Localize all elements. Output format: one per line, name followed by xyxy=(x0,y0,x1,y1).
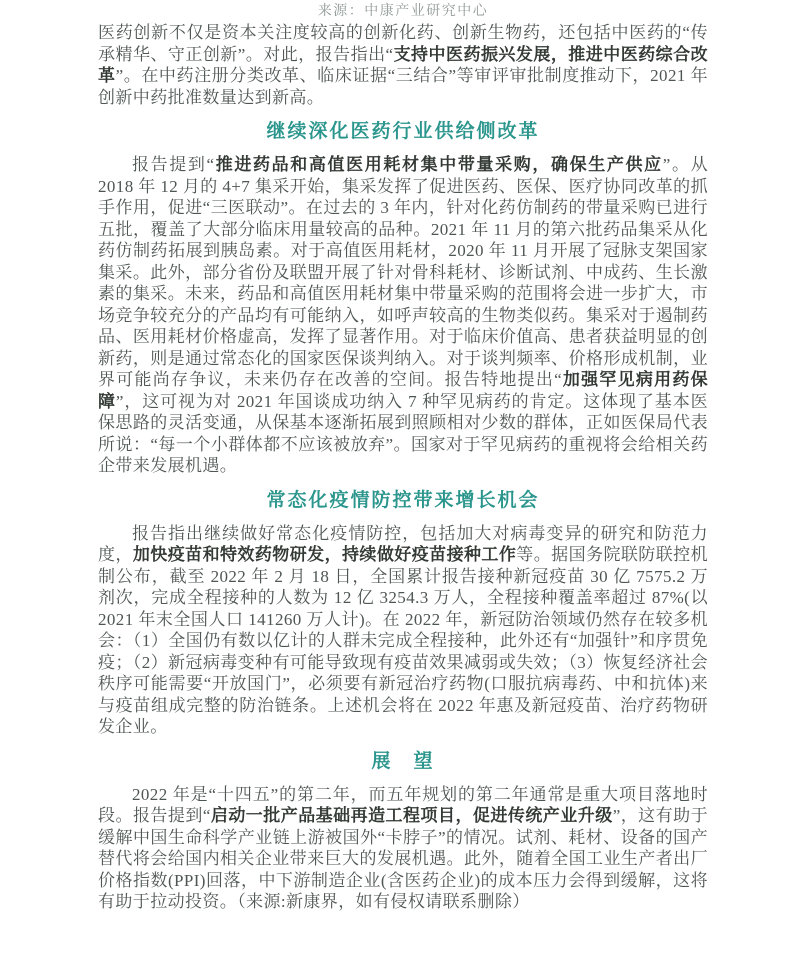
section-heading-supply-side-reform: 继续深化医药行业供给侧改革 xyxy=(266,121,540,142)
paragraph-supply-side-reform xyxy=(98,154,708,477)
paragraph-pandemic-growth xyxy=(98,523,708,738)
body-text: 医药创新不仅是资本关注度较高的创新化药、创新生物药，还包括中医药的“传承精华、守正创新”。对此，报告指出“ xyxy=(98,23,708,64)
emphasis-text: 推进药品和高值医用耗材集中带量采购，确保生产供应 xyxy=(214,155,663,174)
body-text: ”，这有助于缓解中国生命科学产业链上游被国外“卡脖子”的情况。试剂、耗材、设备的国产替代将会给国内相关企业带来巨大的发展机遇。此外，随着全国工业生产者出厂价格指数(PPI)回落，中下游制造企业(含医药企业)的成本压力会得到缓解，这将有助于拉动投资。（来源:新康界，如有侵权请联系删除） xyxy=(98,806,708,911)
emphasis-text: 加快疫苗和特效药物研发，持续做好疫苗接种工作 xyxy=(132,545,517,564)
body-text: ”。从 2018 年 12 月的 4+7 集采开始，集采发挥了促进医药、医保、医疗协同改革的抓手作用，促进“三医联动”。在过去的 3 年内，针对化药仿制药的带量采购已进行五批，覆盖了大部分临床用量较高的品种。2021 年 11 月的第六批药品集采从化药仿制药拓展到胰岛素。对于高值医用耗材，2020 年 11 月开展了冠脉支架国家集采。此外，部分省份及联盟开展了针对骨科耗材、诊断试剂、中成药、生长激素的集采。未来，药品和高值医用耗材集中带量采购的范围将会进一步扩大，市场竞争较充分的产品均有可能纳入，如呼声较高的生物类似药。集采对于遏制药品、医用耗材价格虚高，发挥了显著作用。对于临床价值高、患者获益明显的创新药，则是通过常态化的国家医保谈判纳入。对于谈判频率、价格形成机制，业界可能尚存争议，未来仍存在改善的空间。报告特地提出“ xyxy=(98,155,709,389)
body-text: 报告提到“ xyxy=(132,155,215,174)
emphasis-text: 加强罕见病用药保障 xyxy=(98,370,708,411)
body-text: 等。据国务院联防联控机制公布，截至 2022 年 2 月 18 日，全国累计报告接种新冠疫苗 30 亿 7575.2 万剂次，完成全程接种的人数为 12 亿 3254.3 万人，全程接种覆盖率超过 87%(以 2021 年末全国人口 141260 万人计)。在 2022 年，新冠防治领域仍然存在较多机会：（1）全国仍有数以亿计的人群未完成全程接种，此外还有“加强针”和序贯免疫；（2）新冠病毒变种有可能导致现有疫苗效果减弱或失效；（3）恢复经济社会秩序可能需要“开放国门”，必须要有新冠治疗药物(口服抗病毒药、中和抗体)来与疫苗组成完整的防治链条。上述机会将在 2022 年惠及新冠疫苗、治疗药物研发企业。 xyxy=(98,545,708,736)
emphasis-text: 支持中医药振兴发展，推进中医药综合改革 xyxy=(98,44,709,85)
body-text: 报告指出继续做好常态化疫情防控，包括加大对病毒变异的研究和防范力度， xyxy=(98,523,708,564)
paragraph-outlook xyxy=(98,784,708,913)
emphasis-text: 启动一批产品基础再造工程项目，促进传统产业升级 xyxy=(210,806,613,825)
section-heading-outlook: 展 望 xyxy=(371,750,435,772)
article-content xyxy=(98,0,708,913)
source-attribution: 来源：中康产业研究中心 xyxy=(317,4,489,19)
body-text: ”。在中药注册分类改革、临床证据“三结合”等审评审批制度推动下，2021 年创新中药批准数量达到新高。 xyxy=(98,66,708,107)
body-text: ”，这可视为对 2021 年国谈成功纳入 7 种罕见病药的肯定。这体现了基本医保思路的灵活变通，从保基本逐渐拓展到照顾相对少数的群体，正如医保局代表所说：“每一个小群体都不应该被放弃”。国家对于罕见病药的重视将会给相关药企带来发展机遇。 xyxy=(98,391,708,475)
paragraph-tcm-innovation xyxy=(98,22,708,108)
section-heading-pandemic-growth: 常态化疫情防控带来增长机会 xyxy=(266,489,540,511)
body-text: 2022 年是“十四五”的第二年，而五年规划的第二年通常是重大项目落地时段。报告提到“ xyxy=(98,784,708,825)
